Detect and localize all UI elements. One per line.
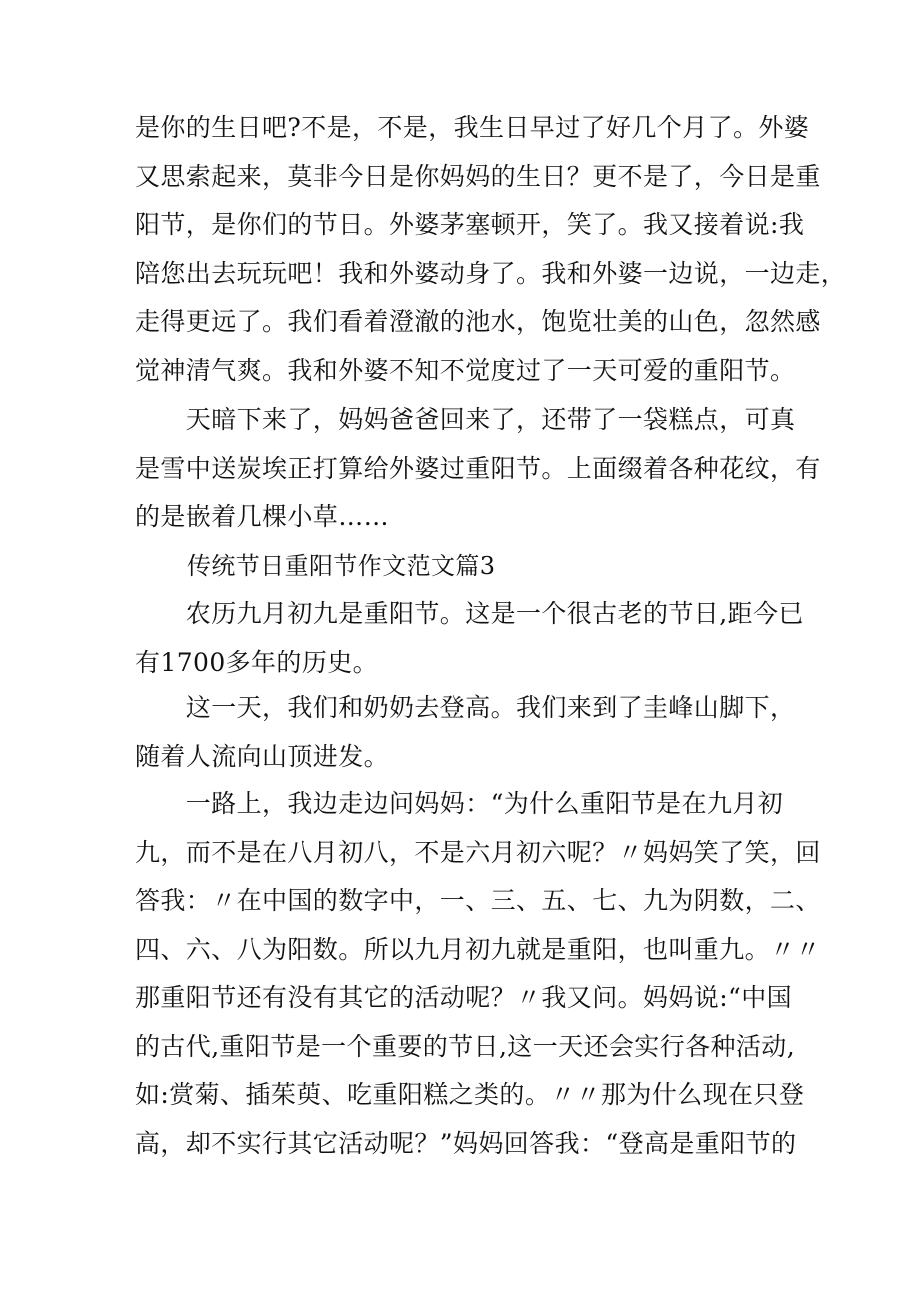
text-line: 是你的生日吧?不是，不是，我生日早过了好几个月了。外婆 bbox=[135, 113, 810, 142]
text-line: 天暗下来了，妈妈爸爸回来了，还带了一袋糕点，可真 bbox=[135, 405, 796, 434]
text-line: 高，却不实行其它活动呢？”妈妈回答我：“登高是重阳节的 bbox=[135, 1128, 797, 1158]
text-line: 如:赏菊、插茱萸、吃重阳糕之类的。〃〃那为什么现在只登 bbox=[135, 1080, 805, 1109]
text-line: 走得更远了。我们看着澄澈的池水，饱览壮美的山色，忽然感 bbox=[135, 307, 821, 336]
text-line: 四、六、八为阳数。所以九月初九就是重阳，也叫重九。〃〃 bbox=[135, 934, 821, 964]
text-line: 有1700多年的历史。 bbox=[135, 647, 379, 677]
paragraph-2 bbox=[135, 396, 821, 542]
text-line: 阳节，是你们的节日。外婆茅塞顿开，笑了。我又接着说:我 bbox=[135, 210, 805, 239]
text-line: 那重阳节还有没有其它的活动呢？〃我又问。妈妈说:“中国 bbox=[135, 983, 793, 1012]
text-line: 答我：〃在中国的数字中，一、三、五、七、九为阴数，二、 bbox=[135, 886, 821, 915]
paragraph-3 bbox=[135, 590, 804, 687]
text-line: 随着人流向山顶进发。 bbox=[135, 741, 390, 771]
text-line: 的古代,重阳节是一个重要的节日,这一天还会实行各种活动, bbox=[135, 1031, 796, 1061]
text-line: 这一天，我们和奶奶去登高。我们来到了圭峰山脚下， bbox=[135, 693, 796, 722]
text-line: 是雪中送炭埃正打算给外婆过重阳节。上面缀着各种花纹，有 bbox=[135, 453, 821, 483]
paragraph-5 bbox=[135, 780, 821, 1168]
text-line: 觉神清气爽。我和外婆不知不觉度过了一天可爱的重阳节。 bbox=[135, 355, 796, 385]
text-line: 陪您出去玩玩吧！我和外婆动身了。我和外婆一边说，一边走， bbox=[135, 258, 847, 288]
paragraph-1 bbox=[135, 104, 847, 395]
paragraph-4 bbox=[135, 684, 795, 781]
text-line: 的是嵌着几棵小草…… bbox=[135, 502, 390, 531]
text-line: 九，而不是在八月初八，不是六月初六呢？〃妈妈笑了笑，回 bbox=[135, 837, 821, 867]
text-line: 农历九月初九是重阳节。这是一个很古老的节日,距今已 bbox=[135, 599, 804, 628]
text-line: 又思索起来，莫非今日是你妈妈的生日？更不是了，今日是重 bbox=[135, 161, 821, 191]
text-line: 一路上，我边走边问妈妈：“为什么重阳节是在九月初 bbox=[135, 789, 784, 818]
section-heading: 传统节日重阳节作文范文篇3 bbox=[187, 552, 496, 580]
